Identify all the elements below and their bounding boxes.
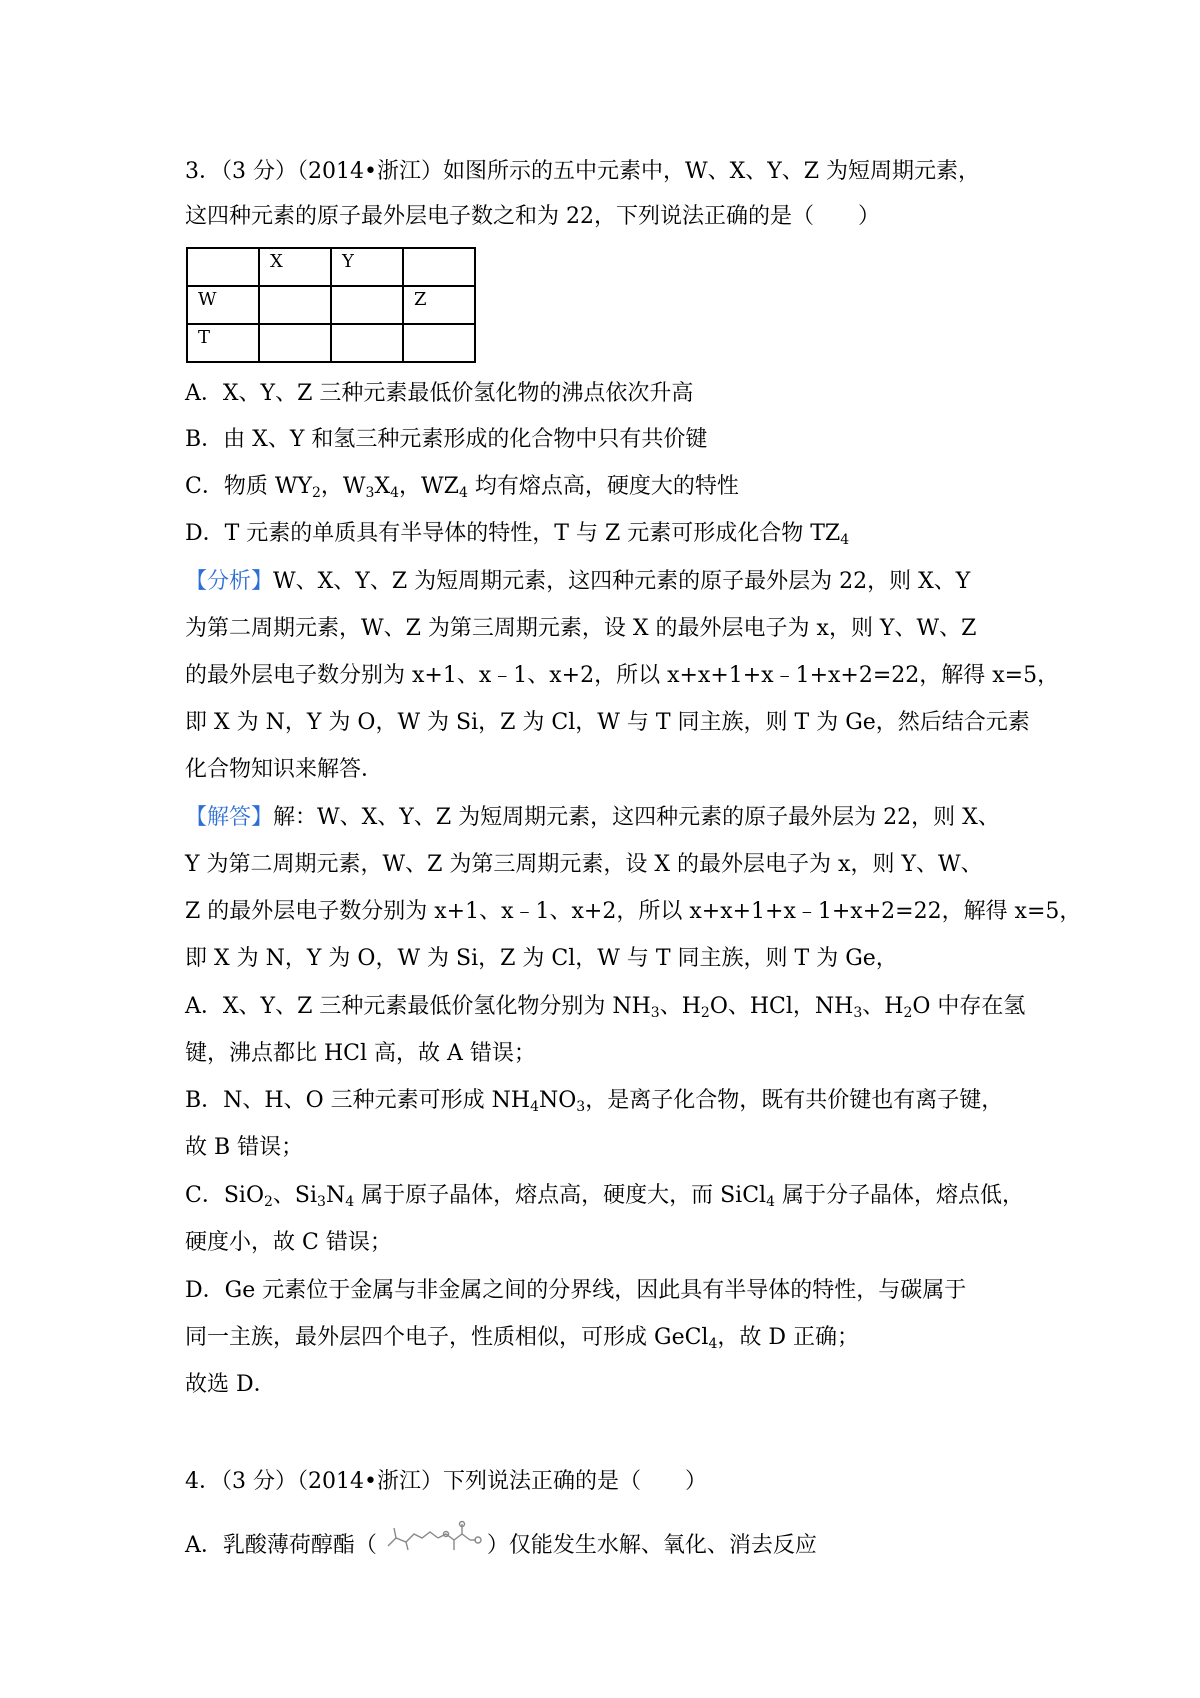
solution-b-line2: 故 B 错误； xyxy=(185,1135,304,1160)
table-cell xyxy=(331,324,403,362)
solution-b-line1: B．N、H、O 三种元素可形成 $NH_4NO_3$，是离子化合物，既有共价键也有离子键， xyxy=(185,1088,1004,1115)
q3-option-c: C．物质 $WY_2$，$W_3X_4$，$WZ_4$ 均有熔点高，硬度大的特性 xyxy=(185,474,739,501)
table-row xyxy=(187,248,475,286)
analysis-line1: 【分析】W、X、Y、Z 为短周期元素，这四种元素的原子最外层为 22，则 X、Y xyxy=(185,569,971,594)
solution-line1: 【解答】解：W、X、Y、Z 为短周期元素，这四种元素的原子最外层为 22，则 X、 xyxy=(185,805,1000,830)
solution-d-line2: 同一主族，最外层四个电子，性质相似，可形成 GeCl$_4$，故 D 正确； xyxy=(185,1325,860,1352)
table-cell: W xyxy=(187,286,259,324)
table-cell: T xyxy=(187,324,259,362)
analysis-line2: 为第二周期元素，W、Z 为第三周期元素，设 X 的最外层电子为 x，则 Y、W、Z xyxy=(185,616,977,641)
solution-c-line1: C．SiO$_2$、$Si_3N_4$ 属于原子晶体，熔点高，硬度大，而 SiCl$_4$ 属于分子晶体，熔点低， xyxy=(185,1183,1024,1210)
table-row xyxy=(187,324,475,362)
table-cell xyxy=(259,286,331,324)
q4-option-a: A．乳酸薄荷醇酯（ ）仅能发生水解、氧化、消去反应 xyxy=(185,1533,817,1558)
analysis-line5: 化合物知识来解答． xyxy=(185,757,384,782)
table-cell xyxy=(403,248,475,286)
table-cell: X xyxy=(259,248,331,286)
q3-option-b: B．由 X、Y 和氢三种元素形成的化合物中只有共价键 xyxy=(185,427,708,452)
table-cell: Z xyxy=(403,286,475,324)
solution-line4: 即 X 为 N，Y 为 O，W 为 Si，Z 为 Cl，W 与 T 同主族，则 T 为 Ge， xyxy=(185,946,898,971)
q3-title-line1: 3．（3 分）（2014•浙江）如图所示的五中元素中，W、X、Y、Z 为短周期元素， xyxy=(185,159,981,184)
solution-d-line1: D．Ge 元素位于金属与非金属之间的分界线，因此具有半导体的特性，与碳属于 xyxy=(185,1278,967,1303)
table-cell: Y xyxy=(331,248,403,286)
table-cell xyxy=(259,324,331,362)
table-cell xyxy=(187,248,259,286)
q3-title-line2: 这四种元素的原子最外层电子数之和为 22，下列说法正确的是（ ） xyxy=(185,204,880,229)
molecule-structure-image xyxy=(382,1520,492,1556)
analysis-line3: 的最外层电子数分别为 x+1、x﹣1、x+2，所以 x+x+1+x﹣1+x+2=22，解得 x=5， xyxy=(185,663,1060,688)
solution-final: 故选 D． xyxy=(185,1372,276,1397)
solution-line3: Z 的最外层电子数分别为 x+1、x﹣1、x+2，所以 x+x+1+x﹣1+x+2=22，解得 x=5， xyxy=(185,899,1082,924)
solution-a-line2: 键，沸点都比 HCl 高，故 A 错误； xyxy=(185,1041,536,1066)
periodic-table-fragment xyxy=(186,247,476,363)
table-row xyxy=(187,286,475,324)
analysis-tag: 【分析】 xyxy=(185,569,274,594)
table-cell xyxy=(331,286,403,324)
solution-line2: Y 为第二周期元素，W、Z 为第三周期元素，设 X 的最外层电子为 x，则 Y、W、 xyxy=(185,852,983,877)
q4-title: 4．（3 分）（2014•浙江）下列说法正确的是（ ） xyxy=(185,1469,707,1494)
solution-a-line1: A．X、Y、Z 三种元素最低价氢化物分别为 $NH_3$、$H_2O$、HCl，$NH_3$、$H_2O$ 中存在氢 xyxy=(185,994,1026,1021)
solution-tag: 【解答】 xyxy=(185,805,274,830)
q3-option-a: A．X、Y、Z 三种元素最低价氢化物的沸点依次升高 xyxy=(185,381,694,406)
solution-c-line2: 硬度小，故 C 错误； xyxy=(185,1230,392,1255)
table-cell xyxy=(403,324,475,362)
analysis-line4: 即 X 为 N，Y 为 O，W 为 Si，Z 为 Cl，W 与 T 同主族，则 T 为 Ge，然后结合元素 xyxy=(185,710,1030,735)
q3-option-d: D．T 元素的单质具有半导体的特性，T 与 Z 元素可形成化合物 $TZ_4$ xyxy=(185,521,850,548)
